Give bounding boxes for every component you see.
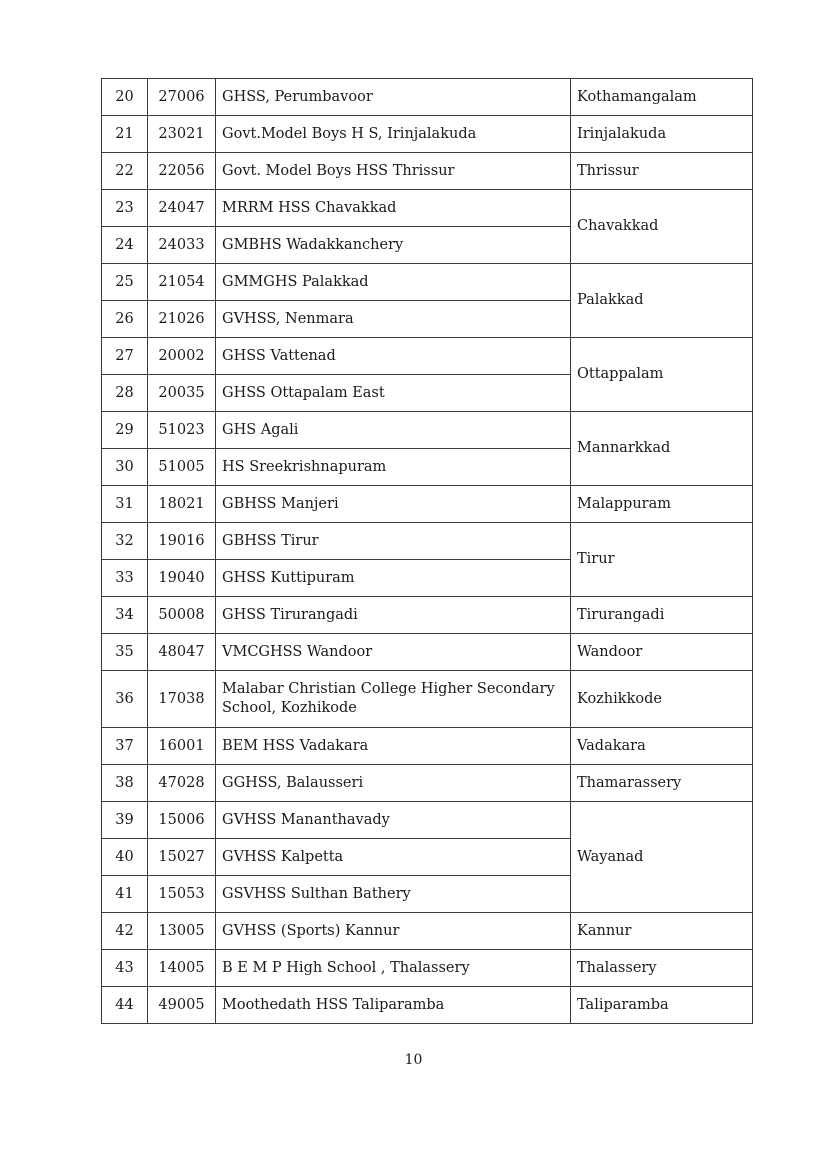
school-name-cell: BEM HSS Vadakara bbox=[216, 728, 571, 765]
school-name-cell: GVHSS (Sports) Kannur bbox=[216, 913, 571, 950]
sl-no-cell: 40 bbox=[102, 839, 148, 876]
sl-no-cell: 22 bbox=[102, 153, 148, 190]
sl-no-cell: 44 bbox=[102, 987, 148, 1024]
school-code-cell: 47028 bbox=[148, 765, 216, 802]
school-code-cell: 15006 bbox=[148, 802, 216, 839]
sl-no-cell: 28 bbox=[102, 375, 148, 412]
school-code-cell: 51023 bbox=[148, 412, 216, 449]
district-cell: Tirur bbox=[571, 523, 753, 597]
district-cell: Wandoor bbox=[571, 634, 753, 671]
school-name-cell: GSVHSS Sulthan Bathery bbox=[216, 876, 571, 913]
school-name-cell: GHSS Tirurangadi bbox=[216, 597, 571, 634]
table-row bbox=[102, 264, 753, 301]
sl-no-cell: 41 bbox=[102, 876, 148, 913]
page-number: 10 bbox=[404, 1052, 423, 1068]
table-row bbox=[102, 597, 753, 634]
school-code-cell: 17038 bbox=[148, 671, 216, 728]
table-row bbox=[102, 79, 753, 116]
table-row bbox=[102, 913, 753, 950]
school-code-cell: 15053 bbox=[148, 876, 216, 913]
school-code-cell: 14005 bbox=[148, 950, 216, 987]
sl-no-cell: 26 bbox=[102, 301, 148, 338]
school-name-cell: GHSS Kuttipuram bbox=[216, 560, 571, 597]
table-row bbox=[102, 190, 753, 227]
sl-no-cell: 23 bbox=[102, 190, 148, 227]
district-cell: Thrissur bbox=[571, 153, 753, 190]
sl-no-cell: 35 bbox=[102, 634, 148, 671]
district-cell: Mannarkkad bbox=[571, 412, 753, 486]
school-name-cell: Moothedath HSS Taliparamba bbox=[216, 987, 571, 1024]
sl-no-cell: 21 bbox=[102, 116, 148, 153]
school-code-cell: 15027 bbox=[148, 839, 216, 876]
sl-no-cell: 37 bbox=[102, 728, 148, 765]
school-code-cell: 27006 bbox=[148, 79, 216, 116]
school-code-cell: 50008 bbox=[148, 597, 216, 634]
table-row bbox=[102, 338, 753, 375]
table-row bbox=[102, 523, 753, 560]
sl-no-cell: 30 bbox=[102, 449, 148, 486]
school-code-cell: 23021 bbox=[148, 116, 216, 153]
district-cell: Kozhikkode bbox=[571, 671, 753, 728]
sl-no-cell: 32 bbox=[102, 523, 148, 560]
table-row bbox=[102, 765, 753, 802]
school-name-cell: HS Sreekrishnapuram bbox=[216, 449, 571, 486]
schools-table-body bbox=[102, 79, 753, 1024]
school-code-cell: 21054 bbox=[148, 264, 216, 301]
table-row bbox=[102, 116, 753, 153]
school-name-cell: GBHSS Manjeri bbox=[216, 486, 571, 523]
school-code-cell: 24033 bbox=[148, 227, 216, 264]
school-code-cell: 22056 bbox=[148, 153, 216, 190]
school-code-cell: 51005 bbox=[148, 449, 216, 486]
table-row bbox=[102, 634, 753, 671]
sl-no-cell: 27 bbox=[102, 338, 148, 375]
school-code-cell: 20002 bbox=[148, 338, 216, 375]
sl-no-cell: 33 bbox=[102, 560, 148, 597]
table-row bbox=[102, 671, 753, 728]
school-name-cell: MRRM HSS Chavakkad bbox=[216, 190, 571, 227]
table-row bbox=[102, 153, 753, 190]
school-name-cell: GVHSS Mananthavady bbox=[216, 802, 571, 839]
school-code-cell: 49005 bbox=[148, 987, 216, 1024]
district-cell: Irinjalakuda bbox=[571, 116, 753, 153]
district-cell: Thamarassery bbox=[571, 765, 753, 802]
district-cell: Vadakara bbox=[571, 728, 753, 765]
school-name-cell: GBHSS Tirur bbox=[216, 523, 571, 560]
district-cell: Kothamangalam bbox=[571, 79, 753, 116]
school-name-cell: GVHSS Kalpetta bbox=[216, 839, 571, 876]
school-code-cell: 20035 bbox=[148, 375, 216, 412]
school-name-cell: Govt.Model Boys H S, Irinjalakuda bbox=[216, 116, 571, 153]
school-code-cell: 19016 bbox=[148, 523, 216, 560]
sl-no-cell: 39 bbox=[102, 802, 148, 839]
schools-table bbox=[101, 78, 753, 1024]
district-cell: Wayanad bbox=[571, 802, 753, 913]
district-cell: Taliparamba bbox=[571, 987, 753, 1024]
table-row bbox=[102, 950, 753, 987]
school-name-cell: GVHSS, Nenmara bbox=[216, 301, 571, 338]
sl-no-cell: 43 bbox=[102, 950, 148, 987]
sl-no-cell: 24 bbox=[102, 227, 148, 264]
school-code-cell: 21026 bbox=[148, 301, 216, 338]
school-name-cell: GHS Agali bbox=[216, 412, 571, 449]
table-row bbox=[102, 987, 753, 1024]
school-name-cell: GHSS, Perumbavoor bbox=[216, 79, 571, 116]
school-code-cell: 19040 bbox=[148, 560, 216, 597]
district-cell: Chavakkad bbox=[571, 190, 753, 264]
school-name-cell: VMCGHSS Wandoor bbox=[216, 634, 571, 671]
table-row bbox=[102, 728, 753, 765]
district-cell: Tirurangadi bbox=[571, 597, 753, 634]
sl-no-cell: 36 bbox=[102, 671, 148, 728]
table-row bbox=[102, 802, 753, 839]
school-name-cell: B E M P High School , Thalassery bbox=[216, 950, 571, 987]
district-cell: Malappuram bbox=[571, 486, 753, 523]
school-code-cell: 48047 bbox=[148, 634, 216, 671]
district-cell: Thalassery bbox=[571, 950, 753, 987]
school-name-cell: GMMGHS Palakkad bbox=[216, 264, 571, 301]
sl-no-cell: 38 bbox=[102, 765, 148, 802]
school-code-cell: 18021 bbox=[148, 486, 216, 523]
sl-no-cell: 25 bbox=[102, 264, 148, 301]
table-row bbox=[102, 486, 753, 523]
school-name-cell: GHSS Ottapalam East bbox=[216, 375, 571, 412]
sl-no-cell: 20 bbox=[102, 79, 148, 116]
sl-no-cell: 42 bbox=[102, 913, 148, 950]
school-name-cell: GMBHS Wadakkanchery bbox=[216, 227, 571, 264]
district-cell: Kannur bbox=[571, 913, 753, 950]
school-code-cell: 16001 bbox=[148, 728, 216, 765]
school-name-cell: Malabar Christian College Higher Secondary School, Kozhikode bbox=[216, 671, 571, 728]
school-name-cell: Govt. Model Boys HSS Thrissur bbox=[216, 153, 571, 190]
school-code-cell: 24047 bbox=[148, 190, 216, 227]
district-cell: Ottappalam bbox=[571, 338, 753, 412]
school-code-cell: 13005 bbox=[148, 913, 216, 950]
sl-no-cell: 34 bbox=[102, 597, 148, 634]
school-name-cell: GGHSS, Balausseri bbox=[216, 765, 571, 802]
school-name-cell: GHSS Vattenad bbox=[216, 338, 571, 375]
sl-no-cell: 31 bbox=[102, 486, 148, 523]
district-cell: Palakkad bbox=[571, 264, 753, 338]
sl-no-cell: 29 bbox=[102, 412, 148, 449]
table-row bbox=[102, 412, 753, 449]
